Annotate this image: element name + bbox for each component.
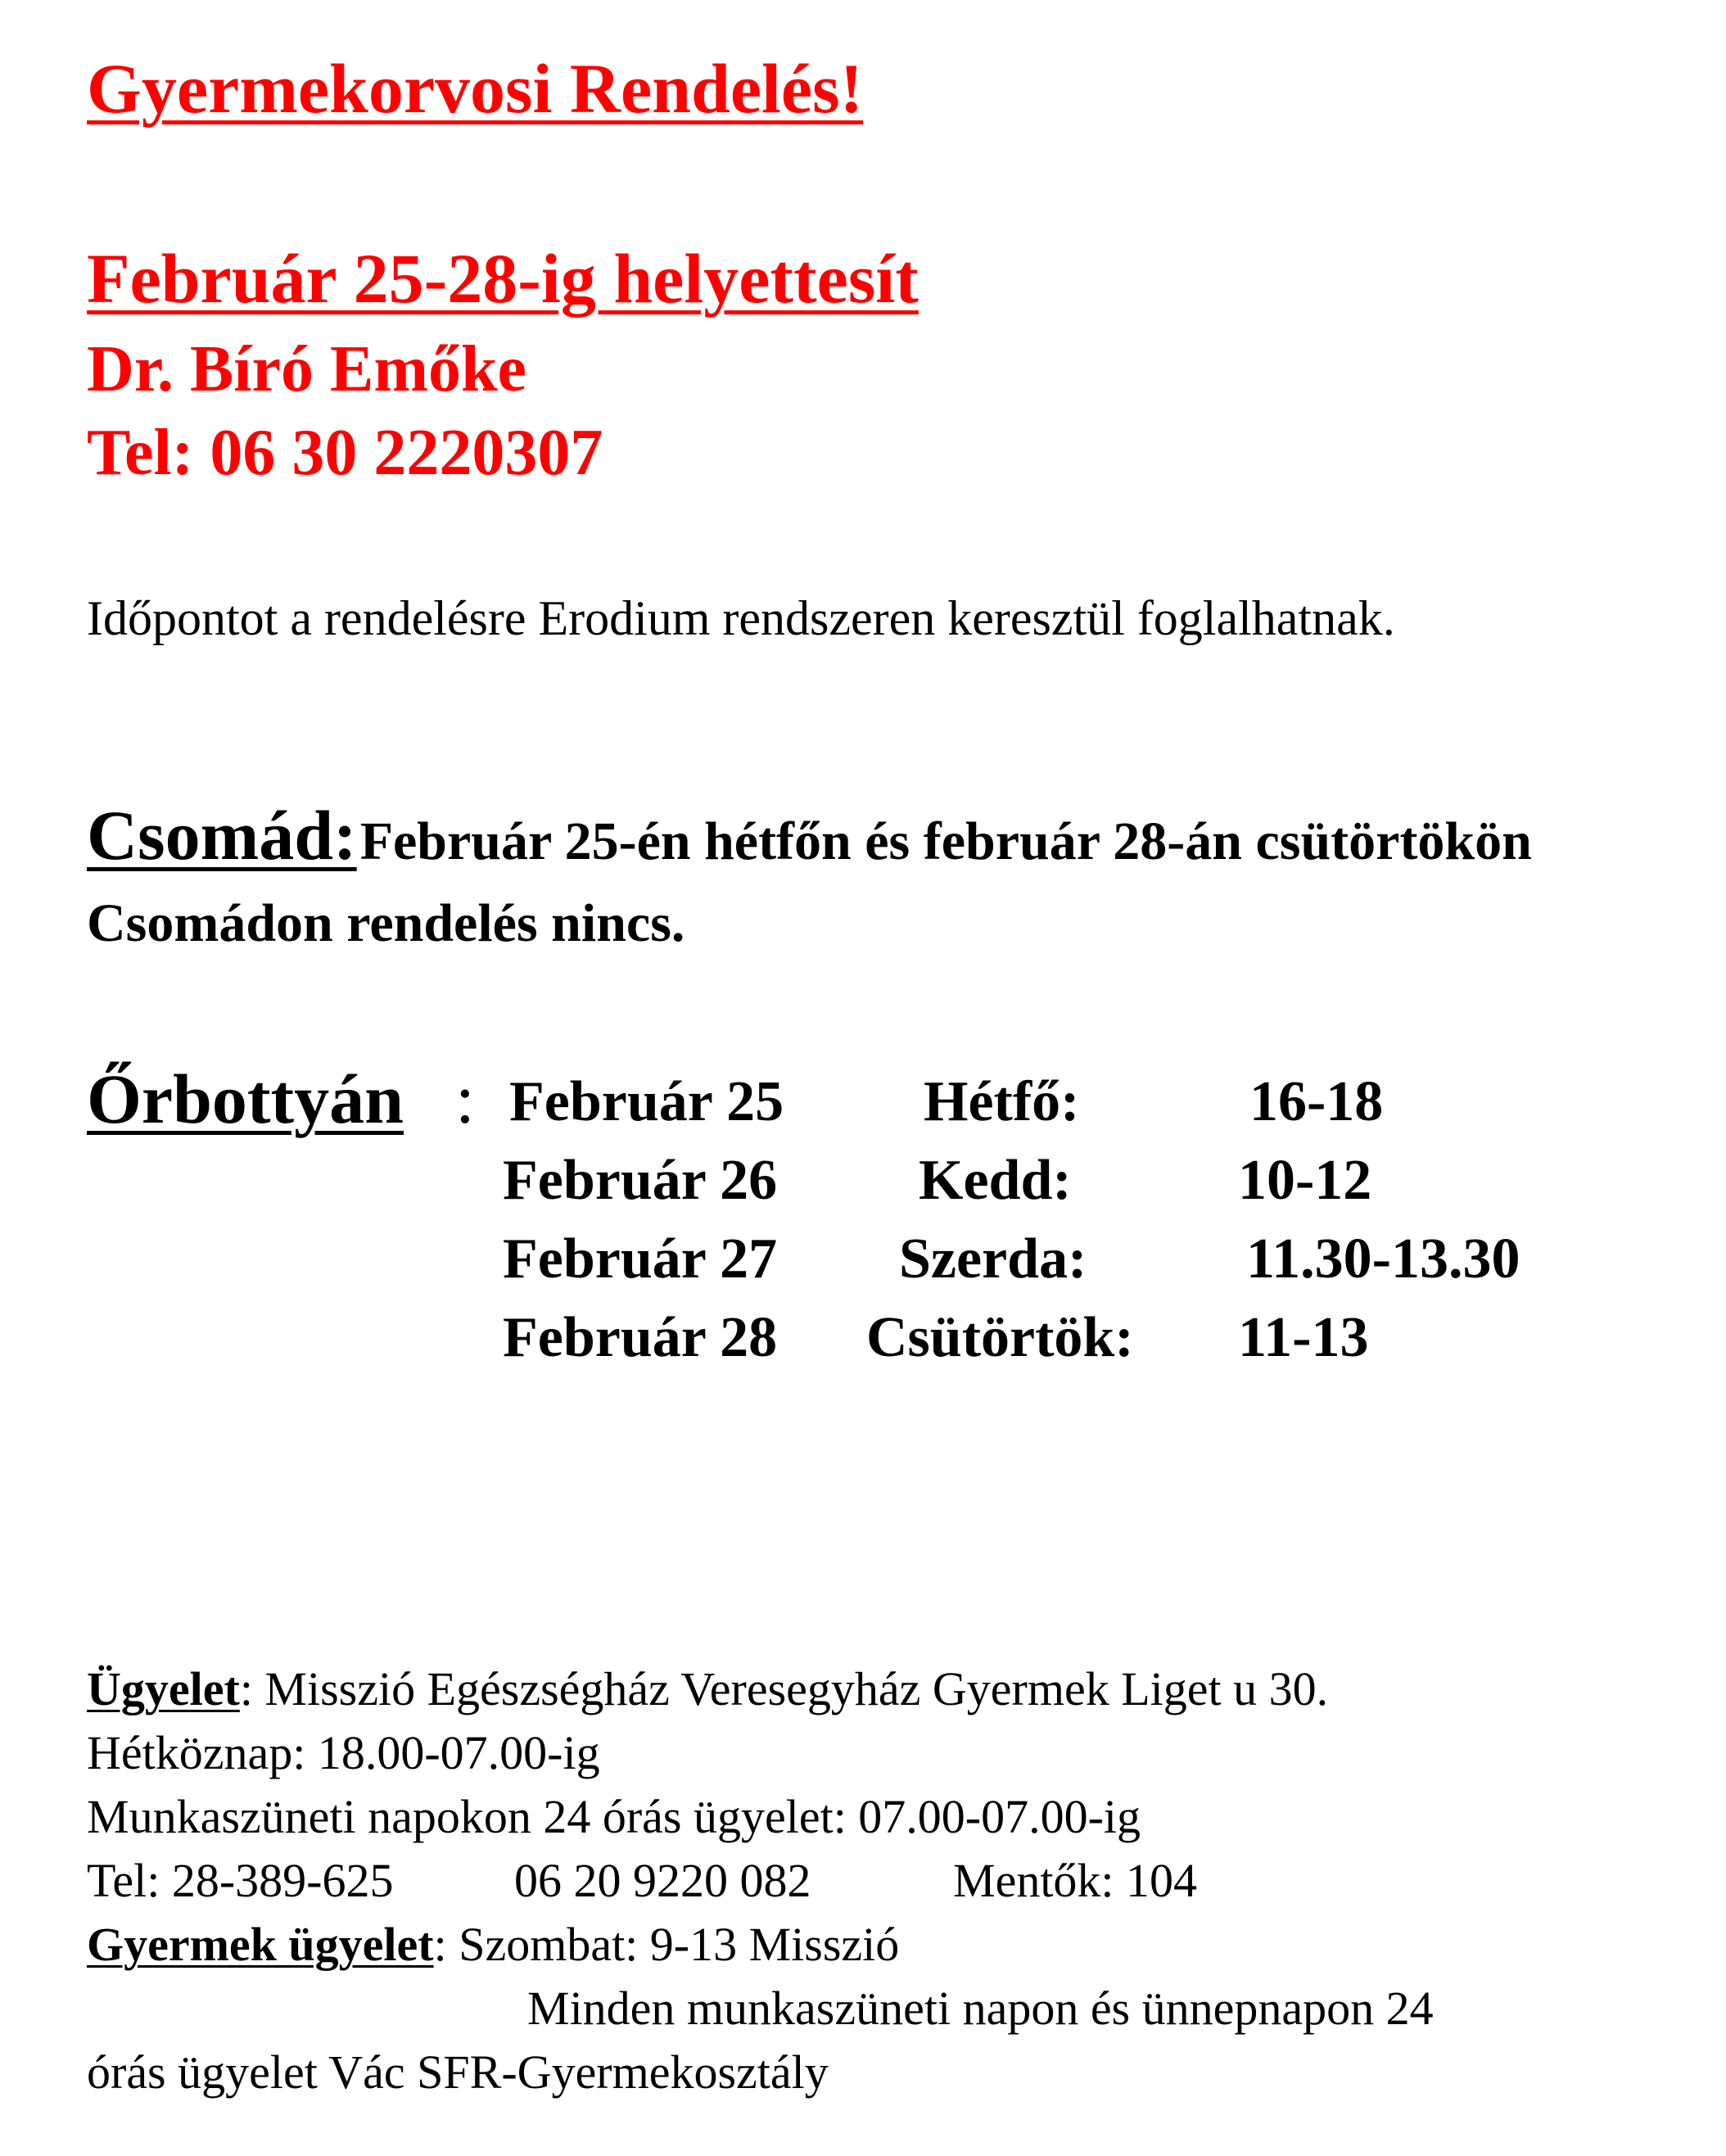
schedule-day: Szerda:	[899, 1227, 1087, 1290]
child-ugyelet-line	[87, 1913, 899, 1977]
doctor-phone: Tel: 06 30 2220307	[87, 417, 603, 489]
holiday-ugyelet-line-2: órás ügyelet Vác SFR-Gyermekosztály	[87, 2045, 829, 2099]
orbottyan-label: Őrbottyán	[87, 1060, 404, 1138]
ugyelet-label: Ügyelet	[87, 1662, 240, 1715]
holiday-ugyelet-line-1: Minden munkaszüneti napon és ünnepnapon 24	[527, 1982, 1434, 2035]
csomad-notice	[87, 794, 1675, 965]
booking-info: Időpontot a rendelésre Erodium rendszeren keresztül foglalhatnak.	[87, 591, 1395, 645]
ambulance-number: Mentők: 104	[953, 1854, 1198, 1907]
csomad-text: Február 25-én hétfőn és február 28-án csütörtökön Csomádon rendelés nincs.	[87, 811, 1532, 953]
schedule-day: Kedd:	[919, 1149, 1072, 1212]
substitute-heading: Február 25-28-ig helyettesít	[87, 239, 919, 318]
child-ugyelet-label: Gyermek ügyelet	[87, 1918, 434, 1971]
schedule-date: Február 28	[503, 1306, 778, 1369]
ugyelet-phone: Tel: 28-389-625	[87, 1854, 394, 1907]
schedule-day: Hétfő:	[924, 1070, 1080, 1133]
schedule-time: 11-13	[1238, 1306, 1369, 1369]
child-ugyelet-text: : Szombat: 9-13 Misszió	[433, 1918, 900, 1971]
orbottyan-colon: :	[455, 1060, 475, 1138]
doctor-name: Dr. Bíró Emőke	[87, 333, 527, 405]
schedule-time: 16-18	[1249, 1070, 1384, 1133]
schedule-date: Február 27	[503, 1227, 778, 1290]
weekday-hours: Hétköznap: 18.00-07.00-ig	[87, 1726, 600, 1779]
page-title: Gyermekorvosi Rendelés!	[87, 49, 864, 128]
ugyelet-line	[87, 1657, 1328, 1721]
csomad-label: Csomád:	[87, 796, 357, 875]
holiday-hours: Munkaszüneti napokon 24 órás ügyelet: 07.00-07.00-ig	[87, 1790, 1141, 1843]
schedule-date: Február 26	[503, 1149, 778, 1212]
schedule-day: Csütörtök:	[866, 1306, 1134, 1369]
schedule-date: Február 25	[509, 1070, 784, 1133]
ugyelet-phone-2: 06 20 9220 082	[514, 1854, 811, 1907]
schedule-time: 10-12	[1238, 1149, 1372, 1212]
schedule-time: 11.30-13.30	[1246, 1227, 1520, 1290]
ugyelet-address: : Misszió Egészségház Veresegyház Gyermek Liget u 30.	[239, 1662, 1329, 1715]
